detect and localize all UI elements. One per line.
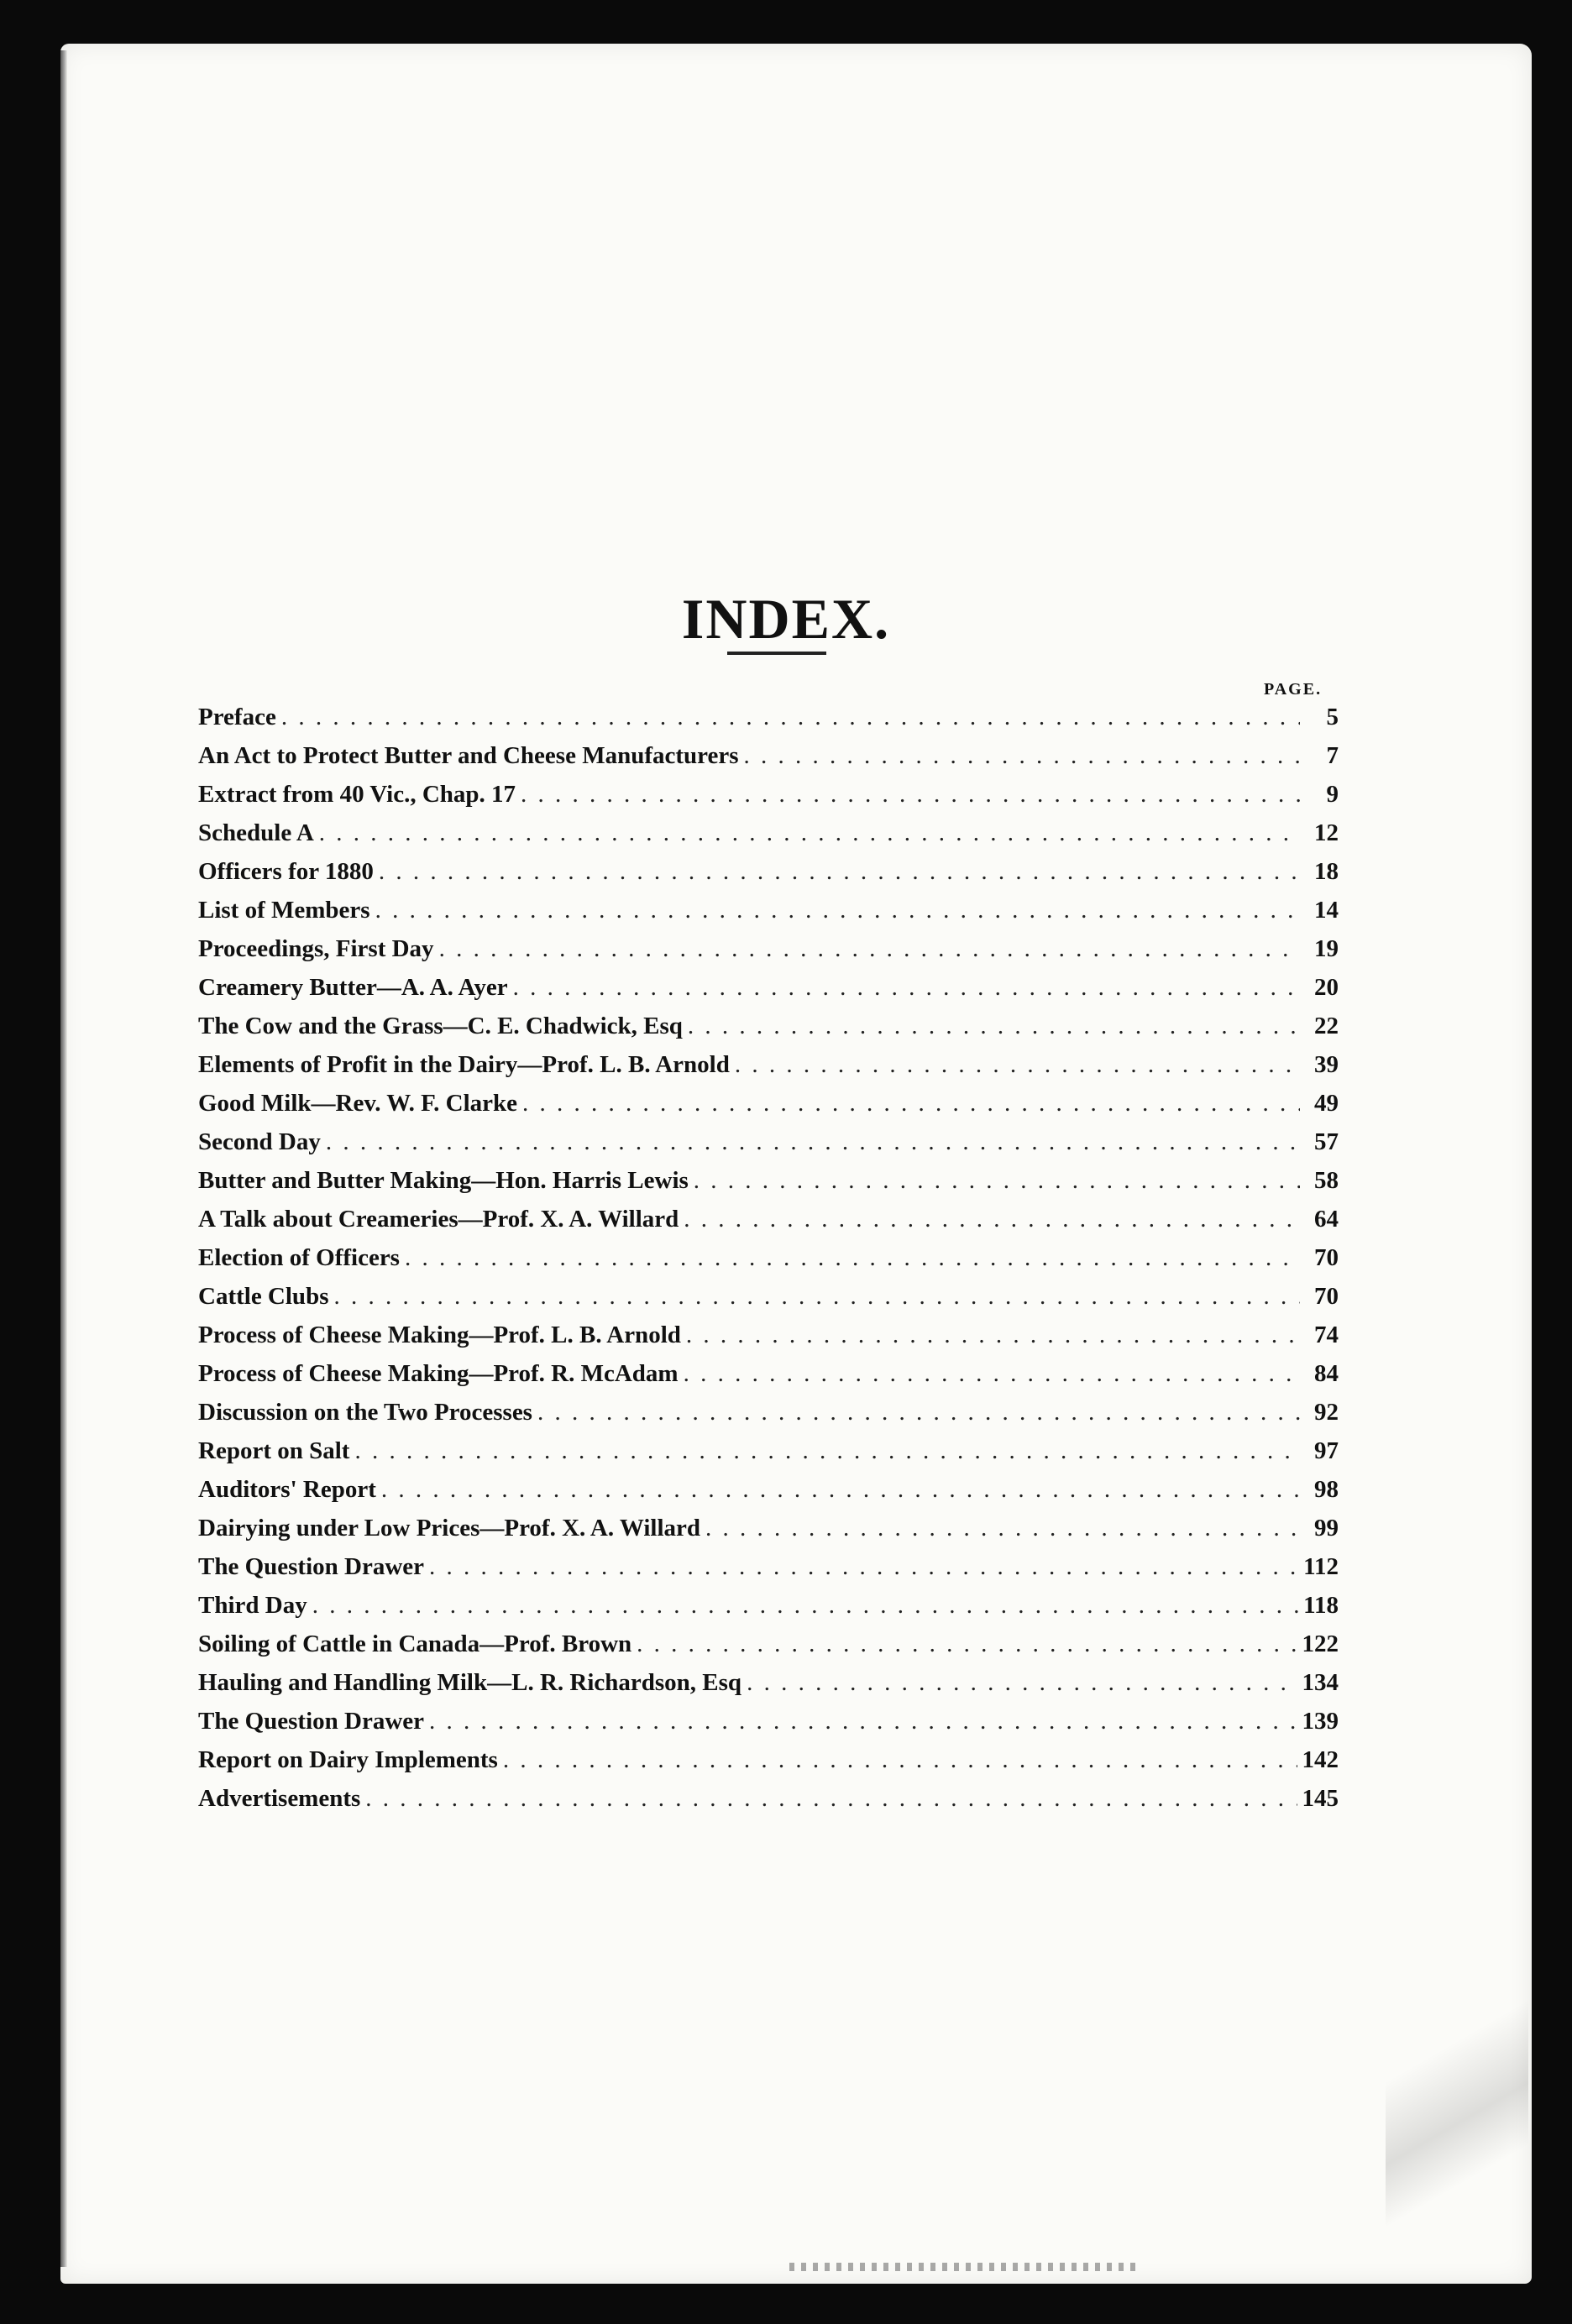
entry-page: 49: [1314, 1090, 1339, 1117]
dot-leader: [522, 1090, 1300, 1118]
paper-sheet: [60, 44, 1532, 2284]
entry-title: Report on Dairy Implements: [198, 1746, 498, 1773]
entry-title: An Act to Protect Butter and Cheese Manufacturers: [198, 742, 739, 769]
dot-leader: [637, 1630, 1297, 1658]
entry-page: 70: [1314, 1244, 1339, 1271]
dot-leader: [365, 1785, 1297, 1813]
entry-page: 39: [1314, 1051, 1339, 1078]
dot-leader: [405, 1244, 1300, 1272]
entry-title: The Question Drawer: [198, 1708, 425, 1735]
entry-page: 99: [1314, 1515, 1339, 1541]
entry-page: 7: [1326, 742, 1339, 769]
entry-title: Soiling of Cattle in Canada—Prof. Brown: [198, 1630, 632, 1657]
dot-leader: [537, 1399, 1300, 1426]
dot-leader: [375, 897, 1300, 924]
dot-leader: [705, 1515, 1300, 1542]
entry-page: 22: [1314, 1013, 1339, 1039]
entry-title: Third Day: [198, 1592, 307, 1619]
toc-entry[interactable]: [198, 1553, 1339, 1583]
toc-entry[interactable]: [198, 819, 1339, 850]
toc-entry[interactable]: [198, 1051, 1339, 1081]
entry-title: A Talk about Creameries—Prof. X. A. Willard: [198, 1206, 679, 1233]
toc-entry[interactable]: [198, 1283, 1339, 1313]
dot-leader: [429, 1708, 1297, 1735]
toc-entry[interactable]: [198, 974, 1339, 1004]
dot-leader: [333, 1283, 1300, 1311]
page-corner-curl: [1386, 1914, 1528, 2250]
dot-leader: [281, 704, 1300, 731]
toc-entry[interactable]: [198, 1128, 1339, 1159]
entry-page: 58: [1314, 1167, 1339, 1194]
entry-title: Butter and Butter Making—Hon. Harris Lewis: [198, 1167, 689, 1194]
entry-page: 64: [1314, 1206, 1339, 1233]
entry-page: 139: [1302, 1708, 1339, 1735]
page-column-header: PAGE.: [1264, 680, 1323, 699]
dot-leader: [429, 1553, 1298, 1581]
toc-entry[interactable]: [198, 704, 1339, 734]
entry-page: 122: [1302, 1630, 1339, 1657]
toc-entry[interactable]: [198, 1437, 1339, 1468]
toc-entry[interactable]: [198, 1708, 1339, 1738]
dot-leader: [326, 1128, 1300, 1156]
entry-title: Process of Cheese Making—Prof. L. B. Arnold: [198, 1322, 681, 1348]
toc-entry[interactable]: [198, 1785, 1339, 1815]
entry-title: The Question Drawer: [198, 1553, 425, 1580]
dot-leader: [684, 1360, 1300, 1388]
entry-page: 134: [1302, 1669, 1339, 1696]
toc-entry[interactable]: [198, 1476, 1339, 1506]
entry-page: 19: [1314, 935, 1339, 962]
dot-leader: [379, 858, 1300, 886]
entry-title: Officers for 1880: [198, 858, 374, 885]
dot-leader: [503, 1746, 1297, 1774]
dot-leader: [747, 1669, 1297, 1697]
toc-entry[interactable]: [198, 1013, 1339, 1043]
toc-entry[interactable]: [198, 1244, 1339, 1275]
entry-page: 84: [1314, 1360, 1339, 1387]
toc-entry[interactable]: [198, 1515, 1339, 1545]
toc-entry[interactable]: [198, 781, 1339, 811]
toc-entry[interactable]: [198, 1630, 1339, 1661]
toc-entry[interactable]: [198, 1746, 1339, 1777]
entry-title: Preface: [198, 704, 276, 730]
entry-title: Discussion on the Two Processes: [198, 1399, 532, 1426]
entry-page: 18: [1314, 858, 1339, 885]
toc-entry[interactable]: [198, 1360, 1339, 1390]
entry-title: Creamery Butter—A. A. Ayer: [198, 974, 508, 1001]
entry-title: Hauling and Handling Milk—L. R. Richardson, Esq: [198, 1669, 742, 1696]
entry-page: 112: [1303, 1553, 1339, 1580]
entry-page: 98: [1314, 1476, 1339, 1503]
toc-entry[interactable]: [198, 897, 1339, 927]
entry-title: Election of Officers: [198, 1244, 400, 1271]
entry-page: 12: [1314, 819, 1339, 846]
entry-page: 92: [1314, 1399, 1339, 1426]
dot-leader: [735, 1051, 1300, 1079]
entry-title: Schedule A: [198, 819, 314, 846]
dot-leader: [684, 1206, 1300, 1233]
entry-title: Process of Cheese Making—Prof. R. McAdam: [198, 1360, 679, 1387]
dot-leader: [686, 1322, 1300, 1349]
entry-page: 97: [1314, 1437, 1339, 1464]
entry-page: 145: [1302, 1785, 1339, 1812]
toc-entry[interactable]: [198, 1592, 1339, 1622]
dot-leader: [513, 974, 1300, 1002]
dot-leader: [319, 819, 1300, 847]
entry-title: List of Members: [198, 897, 370, 924]
entry-title: Proceedings, First Day: [198, 935, 434, 962]
toc-entry[interactable]: [198, 742, 1339, 772]
entry-title: Extract from 40 Vic., Chap. 17: [198, 781, 516, 808]
entry-page: 70: [1314, 1283, 1339, 1310]
entry-page: 20: [1314, 974, 1339, 1001]
dot-leader: [744, 742, 1300, 770]
dot-leader: [312, 1592, 1298, 1620]
dot-leader: [694, 1167, 1300, 1195]
entry-title: Advertisements: [198, 1785, 361, 1812]
entry-page: 118: [1303, 1592, 1339, 1619]
dot-leader: [439, 935, 1300, 963]
toc-entry[interactable]: [198, 1669, 1339, 1699]
entry-page: 5: [1326, 704, 1339, 730]
toc-entry[interactable]: [198, 1322, 1339, 1352]
toc-entry[interactable]: [198, 1167, 1339, 1197]
toc-entry[interactable]: [198, 1206, 1339, 1236]
entry-title: Good Milk—Rev. W. F. Clarke: [198, 1090, 518, 1117]
toc-entry[interactable]: [198, 935, 1339, 966]
entry-title: Dairying under Low Prices—Prof. X. A. Willard: [198, 1515, 700, 1541]
toc-entry[interactable]: [198, 858, 1339, 888]
entry-page: 9: [1326, 781, 1339, 808]
entry-page: 74: [1314, 1322, 1339, 1348]
entry-page: 14: [1314, 897, 1339, 924]
dot-leader: [521, 781, 1300, 809]
index-title: INDEX.: [681, 586, 891, 651]
entry-title: Report on Salt: [198, 1437, 350, 1464]
entry-title: Auditors' Report: [198, 1476, 376, 1503]
entry-title: Cattle Clubs: [198, 1283, 329, 1310]
entry-page: 57: [1314, 1128, 1339, 1155]
page-bottom-mark: [789, 2263, 1142, 2271]
toc-entry[interactable]: [198, 1399, 1339, 1429]
dot-leader: [354, 1437, 1300, 1465]
entry-title: The Cow and the Grass—C. E. Chadwick, Esq: [198, 1013, 683, 1039]
dot-leader: [688, 1013, 1300, 1040]
toc-entry[interactable]: [198, 1090, 1339, 1120]
page-binding-edge: [60, 50, 67, 2267]
entry-title: Second Day: [198, 1128, 321, 1155]
title-rule: [727, 652, 826, 655]
entry-page: 142: [1302, 1746, 1339, 1773]
dot-leader: [381, 1476, 1300, 1504]
entry-title: Elements of Profit in the Dairy—Prof. L. B. Arnold: [198, 1051, 730, 1078]
